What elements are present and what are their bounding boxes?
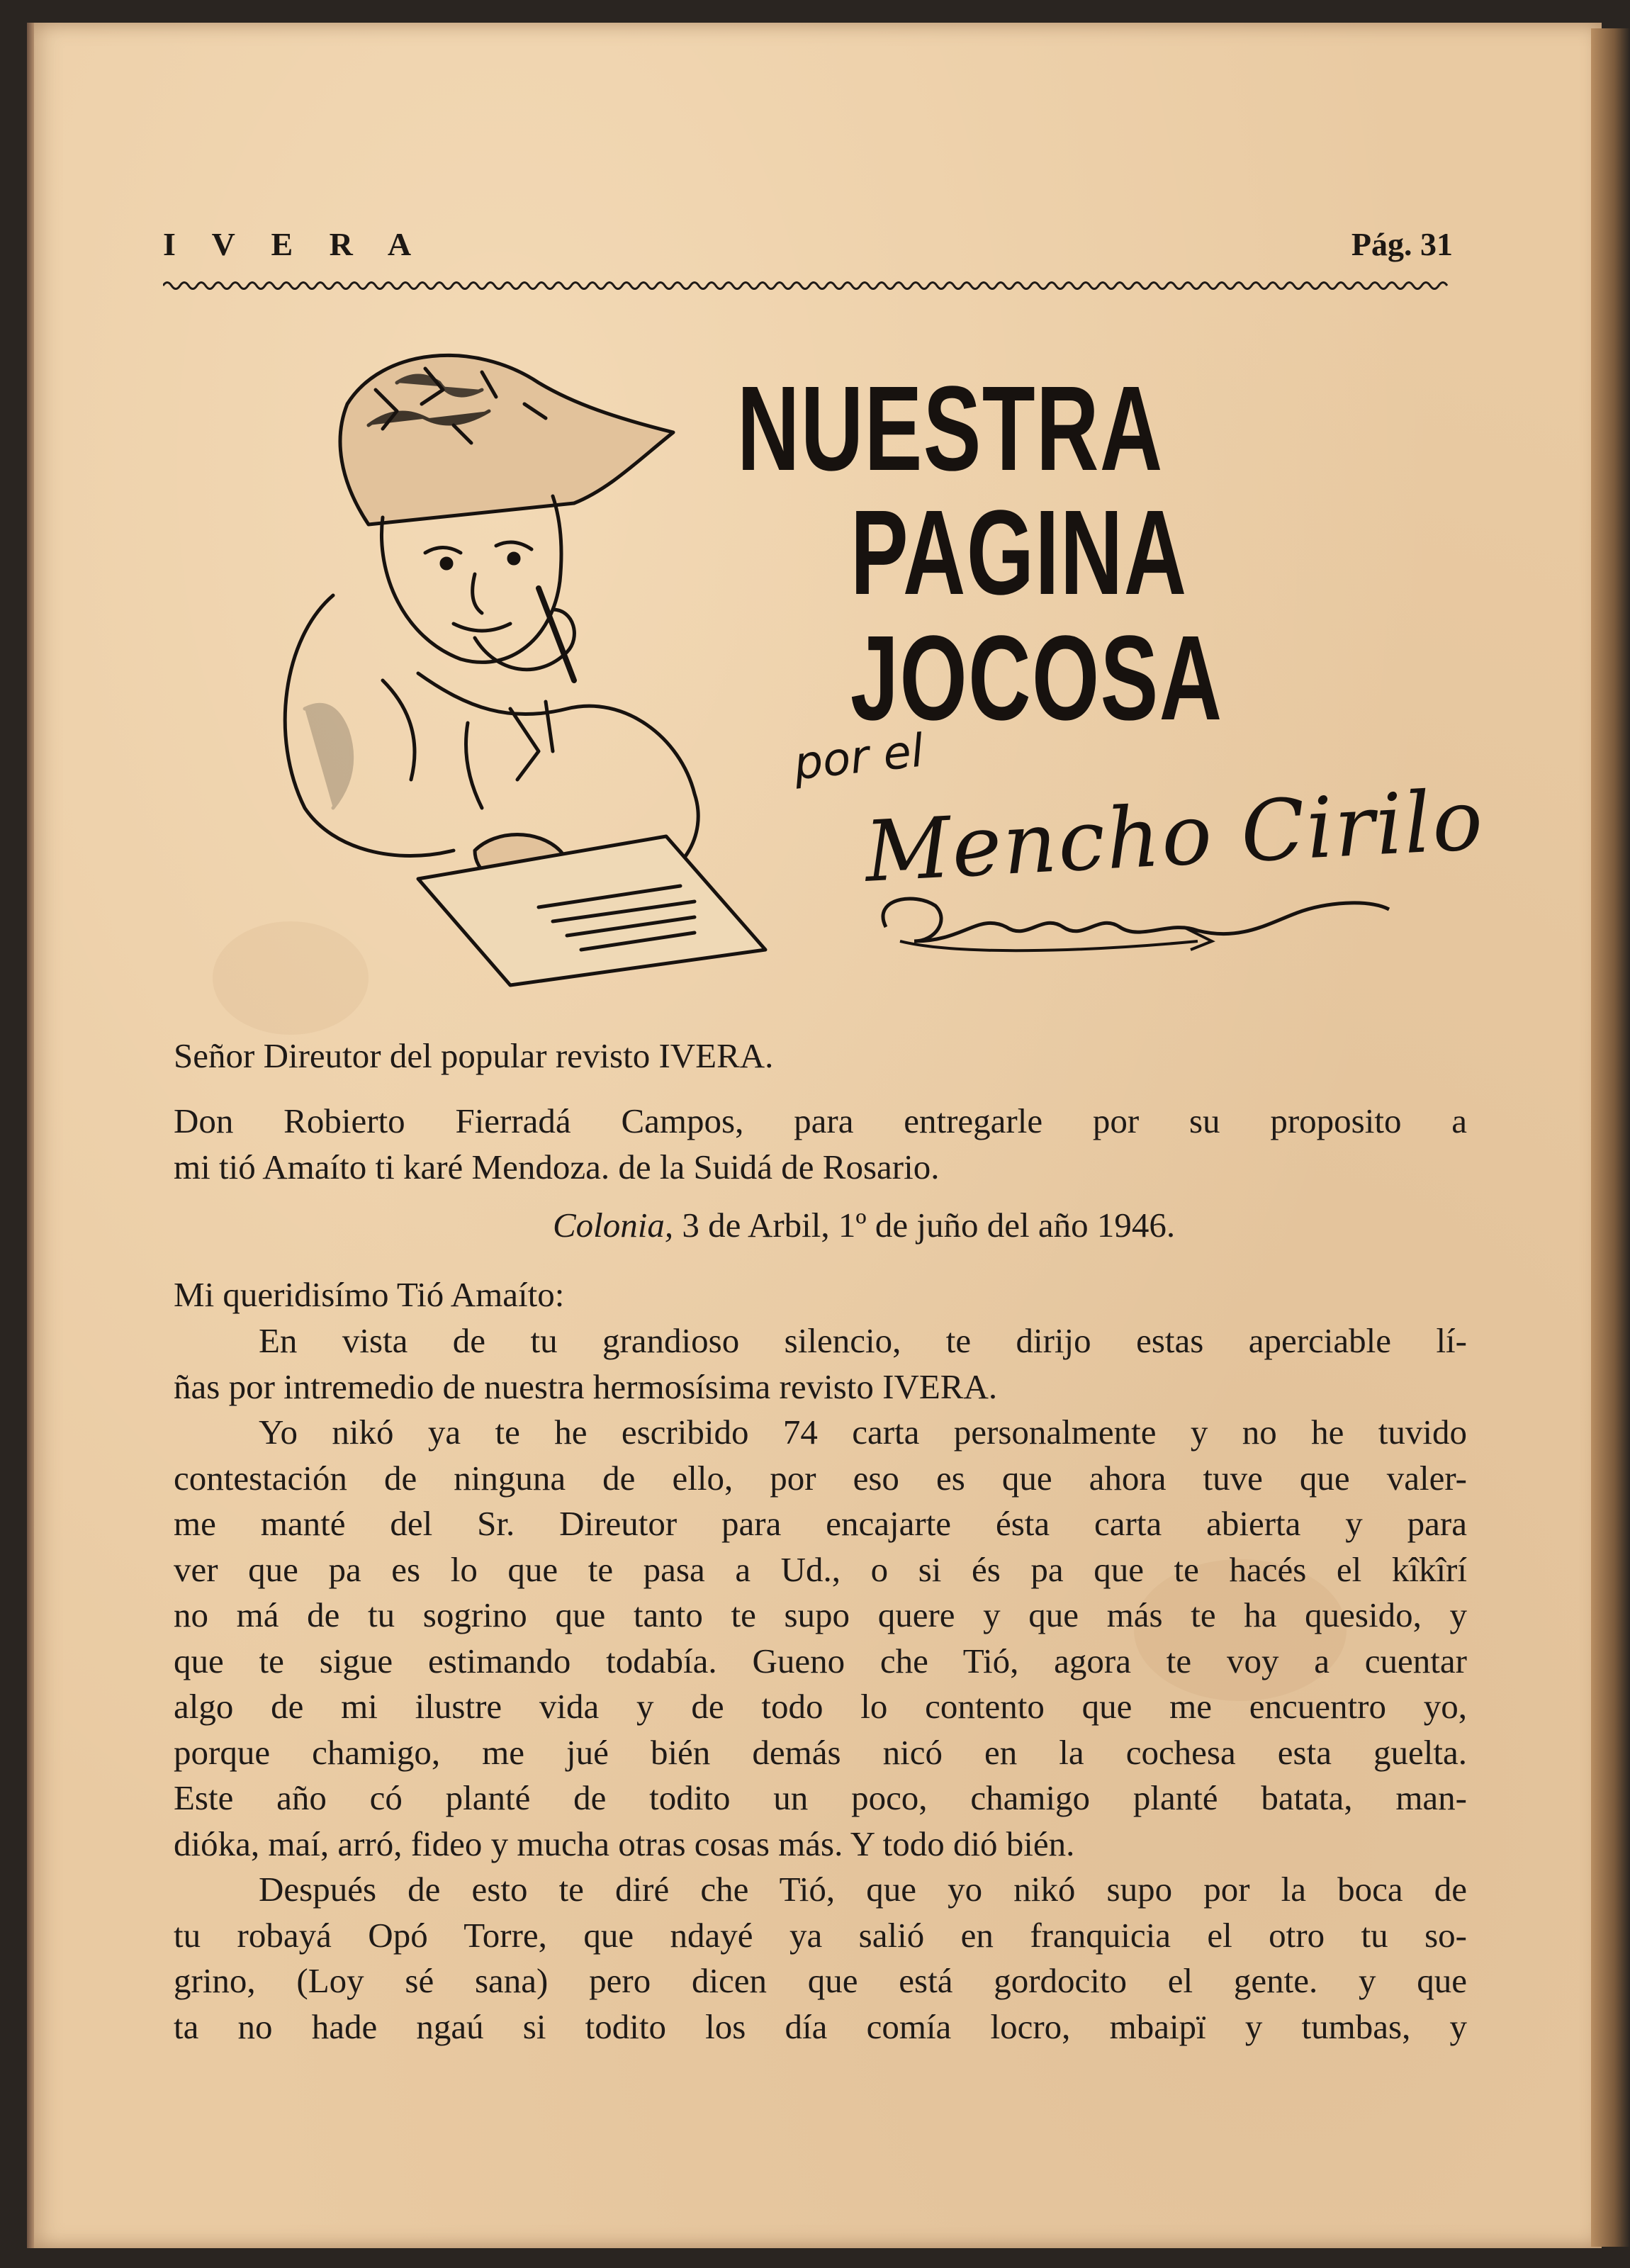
book-spine xyxy=(27,23,34,2248)
page-edge xyxy=(1591,28,1630,2247)
wavy-rule xyxy=(163,278,1453,293)
byline: por el xyxy=(791,724,926,791)
paragraph-line: que te sigue estimando todabía. Gueno che Tió, agora te voy a cuentar xyxy=(174,1641,1467,1680)
paragraph-line: Yo nikó ya te he escribido 74 carta personalmente y no he tuvido xyxy=(259,1413,1467,1452)
dateline xyxy=(553,1205,1460,1245)
paragraph-line: Después de esto te diré che Tió, que yo nikó supo por la boca de xyxy=(259,1870,1467,1909)
title-line-1: NUESTRA xyxy=(737,361,1164,496)
paragraph-line: ta no hade ngaú si todito los día comía locro, mbaipï y tumbas, y xyxy=(174,2006,1467,2046)
magazine-name: I V E R A xyxy=(163,226,426,262)
paragraph-line: porque chamigo, me jué bién demás nicó en la cochesa esta guelta. xyxy=(174,1732,1467,1772)
page-number: Pág. 31 xyxy=(1351,226,1453,262)
greeting-text: Mi queridisímo Tió Amaíto: xyxy=(174,1275,565,1314)
title-line-3: JOCOSA xyxy=(850,611,1223,746)
paragraph-line: Este año có planté de todito un poco, chamigo planté batata, man- xyxy=(174,1778,1467,1817)
boy-writing-illustration xyxy=(241,340,780,992)
addressee-line xyxy=(174,1033,1467,1079)
paragraph-line: me manté del Sr. Direutor para encajarte ésta carta abierta y para xyxy=(174,1504,1467,1543)
address-line: Don Robierto Fierradá Campos, para entregarle por su proposito a xyxy=(174,1101,1467,1140)
paragraph-line: tu robayá Opó Torre, que ndayé ya salió en franquicia el otro tu so- xyxy=(174,1915,1467,1955)
dateline-place: Colonia, xyxy=(553,1206,674,1245)
paragraph-line: contestación de ninguna de ello, por eso es que ahora tuve que valer- xyxy=(174,1458,1467,1498)
paragraph-line: no má de tu sogrino que tanto te supo quere y que más te ha quesido, y xyxy=(174,1595,1467,1634)
running-header xyxy=(142,225,1453,275)
title-line-2: PAGINA xyxy=(850,485,1188,620)
signature-flourish xyxy=(872,885,1396,962)
dateline-date: 3 de Arbil, 1º de juño del año 1946. xyxy=(682,1206,1176,1245)
address-block xyxy=(174,1099,1467,1190)
address-line: mi tió Amaíto ti karé Mendoza. de la Suidá de Rosario. xyxy=(174,1147,940,1186)
author-signature: Mencho Cirilo xyxy=(862,770,1487,901)
paragraph-line: ñas por intremedio de nuestra hermosísima revisto IVERA. xyxy=(174,1366,998,1406)
paragraph-line: dióka, maí, arró, fideo y mucha otras cosas más. Y todo dió bién. xyxy=(174,1824,1075,1863)
letter-body xyxy=(174,1318,1467,2050)
paragraph-line: algo de mi ilustre vida y de todo lo contento que me encuentro yo, xyxy=(174,1687,1467,1726)
paragraph-line: ver que pa es lo que te pasa a Ud., o si és pa que te hacés el kîkîrí xyxy=(174,1549,1467,1589)
addressee-text: Señor Direutor del popular revisto IVERA. xyxy=(174,1036,774,1075)
greeting xyxy=(174,1272,1467,1318)
paragraph-line: grino, (Loy sé sana) pero dicen que está gordocito el gente. y que xyxy=(174,1961,1467,2000)
paragraph-line: En vista de tu grandioso silencio, te dirijo estas aperciable lí- xyxy=(259,1321,1467,1360)
